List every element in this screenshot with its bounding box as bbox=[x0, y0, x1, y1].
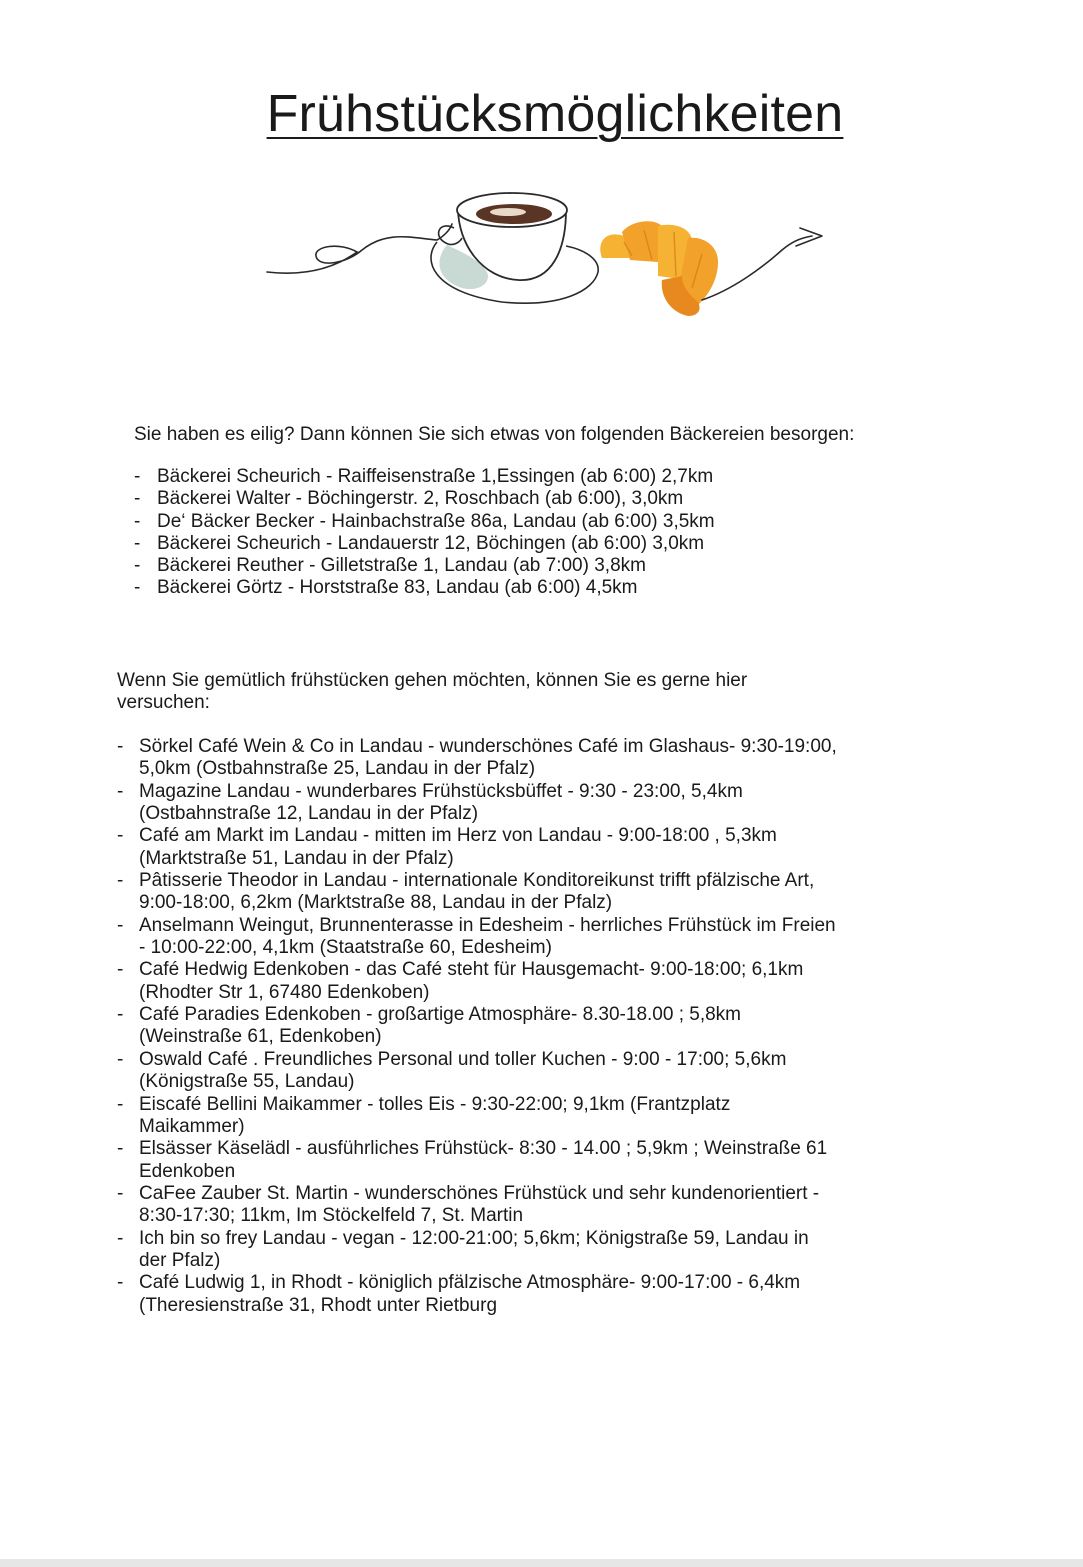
bullet-dash: - bbox=[117, 1182, 124, 1204]
bullet-dash: - bbox=[134, 488, 141, 510]
list-item: - Bäckerei Scheurich - Landauerstr 12, Böchingen (ab 6:00) 3,0km bbox=[134, 532, 705, 554]
list-item: - De‘ Bäcker Becker - Hainbachstraße 86a, Landau (ab 6:00) 3,5km bbox=[134, 510, 715, 532]
bullet-dash: - bbox=[117, 780, 124, 802]
bullet-dash: - bbox=[134, 555, 141, 577]
list-item: - Oswald Café . Freundliches Personal und toller Kuchen - 9:00 - 17:00; 5,6km (Königstraße 55, Landau) bbox=[117, 1048, 787, 1093]
list-item: - Sörkel Café Wein & Co in Landau - wunderschönes Café im Glashaus- 9:30-19:00, 5,0km (Ostbahnstraße 25, Landau in der Pfalz) bbox=[117, 736, 837, 780]
bakeries-intro: Sie haben es eilig? Dann können Sie sich etwas von folgenden Bäckereien besorgen: bbox=[134, 424, 855, 445]
list-item: - Anselmann Weingut, Brunnenterasse in Edesheim - herrliches Frühstück im Freien - 10:00-22:00, 4,1km (Staatstraße 60, Edesheim) bbox=[117, 914, 836, 959]
list-item: - Café Paradies Edenkoben - großartige Atmosphäre- 8.30-18.00 ; 5,8km (Weinstraße 61, Edenkoben) bbox=[117, 1004, 742, 1048]
bullet-dash: - bbox=[134, 510, 141, 532]
list-item: - Eiscafé Bellini Maikammer - tolles Eis - 9:30-22:00; 9,1km (Frantzplatz Maikammer) bbox=[117, 1093, 731, 1137]
list-item: - Bäckerei Walter - Böchingerstr. 2, Roschbach (ab 6:00), 3,0km bbox=[134, 488, 684, 510]
list-item: - Bäckerei Scheurich - Raiffeisenstraße 1,Essingen (ab 6:00) 2,7km bbox=[134, 466, 714, 487]
list-item: - Magazine Landau - wunderbares Frühstücksbüffet - 9:30 - 23:00, 5,4km (Ostbahnstraße 12, Landau in der Pfalz) bbox=[117, 780, 743, 825]
bullet-dash: - bbox=[117, 1227, 124, 1249]
bullet-dash: - bbox=[117, 959, 124, 981]
coffee-croissant-icon bbox=[262, 180, 832, 330]
list-item: - Pâtisserie Theodor in Landau - internationale Konditoreikunst trifft pfälzische Art, 9:00-18:00, 6,2km (Marktstraße 88, Landau in der Pfalz) bbox=[117, 870, 815, 914]
bullet-dash: - bbox=[117, 870, 124, 892]
bullet-dash: - bbox=[134, 577, 141, 599]
bullet-dash: - bbox=[117, 825, 124, 847]
page-bottom-edge bbox=[0, 1559, 1083, 1567]
list-item: - Elsässer Käselädl - ausführliches Frühstück- 8:30 - 14.00 ; 5,9km ; Weinstraße 61 Edenkoben bbox=[117, 1138, 828, 1182]
bakery-list bbox=[134, 466, 715, 600]
list-item: - Café Hedwig Edenkoben - das Café steht für Hausgemacht- 9:00-18:00; 6,1km (Rhodter Str 1, 67480 Edenkoben) bbox=[117, 959, 804, 1003]
bullet-dash: - bbox=[117, 736, 124, 757]
bullet-dash: - bbox=[117, 1272, 124, 1294]
list-item: - Café Ludwig 1, in Rhodt - königlich pfälzische Atmosphäre- 9:00-17:00 - 6,4km (Theresienstraße 31, Rhodt unter Rietburg bbox=[117, 1272, 801, 1316]
bullet-dash: - bbox=[117, 1093, 124, 1115]
cafes-intro: Wenn Sie gemütlich frühstücken gehen möchten, können Sie es gerne hier versuchen: bbox=[117, 670, 748, 714]
bullet-dash: - bbox=[134, 532, 141, 554]
list-item: - Bäckerei Reuther - Gilletstraße 1, Landau (ab 7:00) 3,8km bbox=[134, 555, 646, 577]
bullet-dash: - bbox=[117, 1004, 124, 1026]
list-item: - CaFee Zauber St. Martin - wunderschönes Frühstück und sehr kundenorientiert - 8:30-17:30; 11km, Im Stöckelfeld 7, St. Martin bbox=[117, 1182, 820, 1227]
list-item: - Bäckerei Görtz - Horststraße 83, Landau (ab 6:00) 4,5km bbox=[134, 577, 638, 599]
bullet-dash: - bbox=[117, 914, 124, 936]
cafe-list bbox=[117, 736, 907, 1317]
page-title: Frühstücksmöglichkeiten bbox=[266, 85, 844, 143]
bullet-dash: - bbox=[117, 1048, 124, 1070]
bullet-dash: - bbox=[134, 466, 141, 487]
list-item: - Ich bin so frey Landau - vegan - 12:00-21:00; 5,6km; Königstraße 59, Landau in der Pfalz) bbox=[117, 1227, 809, 1271]
list-item: - Café am Markt im Landau - mitten im Herz von Landau - 9:00-18:00 , 5,3km (Marktstraße 51, Landau in der Pfalz) bbox=[117, 825, 777, 869]
bullet-dash: - bbox=[117, 1138, 124, 1160]
